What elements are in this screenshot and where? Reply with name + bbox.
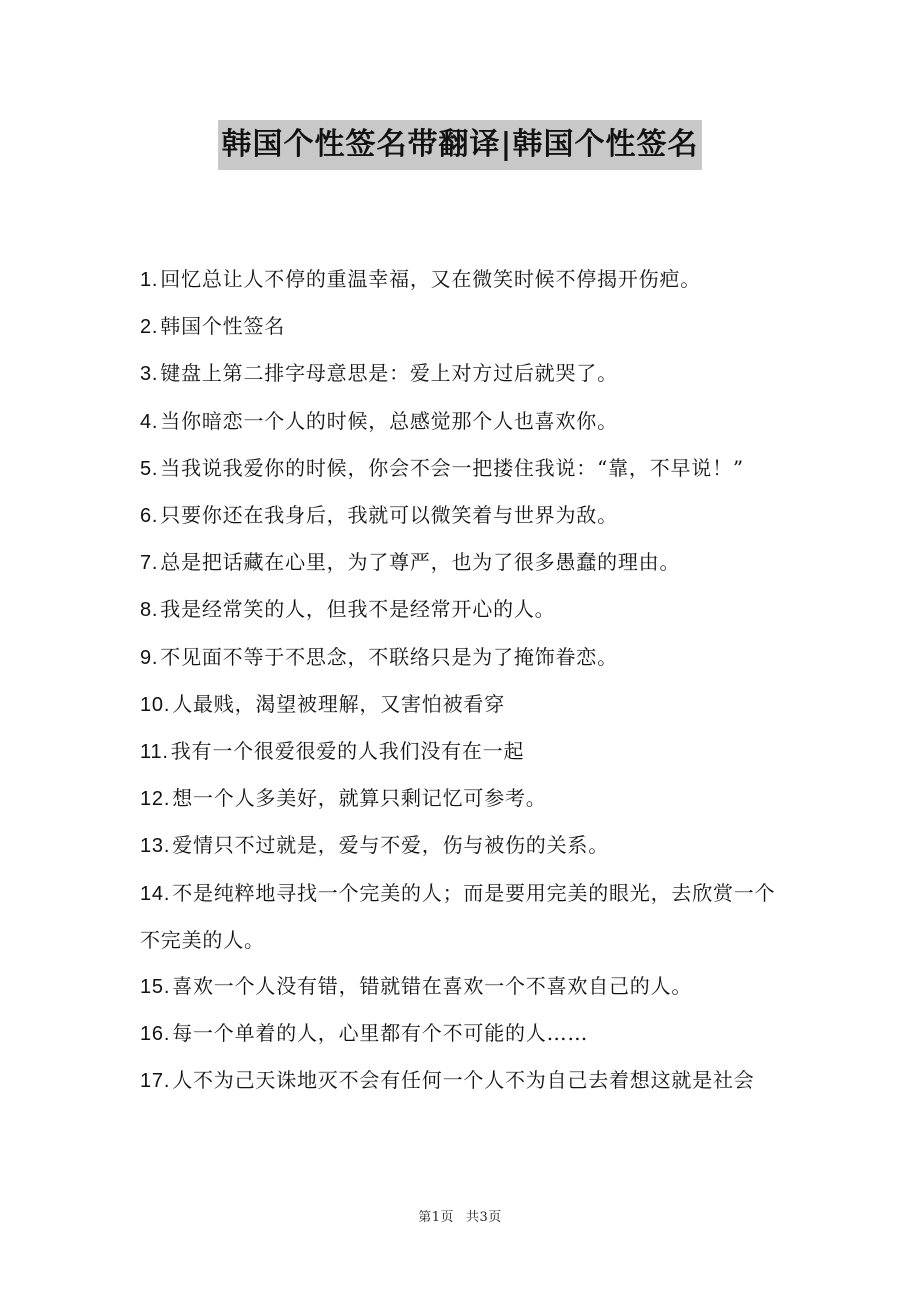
item-number: 17. [140,1070,171,1093]
item-number: 14. [140,882,171,905]
page-number: 第1页 [418,1210,454,1225]
list-item [140,586,780,633]
list-item [140,870,780,963]
list-item [140,634,780,681]
item-text: 我是经常笑的人，但我不是经常开心的人。 [160,597,556,622]
list-item [140,1057,780,1104]
item-text: 喜欢一个人没有错，错就错在喜欢一个不喜欢自己的人。 [172,974,693,999]
document-title: 韩国个性签名带翻译|韩国个性签名 [218,120,703,170]
item-text: 爱情只不过就是，爱与不爱，伤与被伤的关系。 [172,833,610,858]
list-item [140,822,780,869]
item-text: 我有一个很爱很爱的人我们没有在一起 [170,739,525,764]
item-number: 8. [140,599,159,622]
item-text: 回忆总让人不停的重温幸福，又在微笑时候不停揭开伤疤。 [160,267,702,291]
list-item [140,303,780,350]
signature-list [140,256,780,1105]
item-text: 不见面不等于不思念，不联络只是为了掩饰眷恋。 [160,644,618,669]
item-text: 每一个单着的人，心里都有个不可能的人…… [172,1021,589,1046]
list-item [140,728,780,775]
item-text: 韩国个性签名 [160,314,286,339]
item-number: 10. [140,693,171,716]
list-item [140,256,780,303]
item-number: 13. [140,835,171,858]
item-number: 1. [140,269,159,291]
item-text: 当我说我爱你的时候，你会不会一把搂住我说：“靠，不早说！” [160,455,744,480]
item-number: 5. [140,457,159,480]
list-item [140,775,780,822]
item-number: 9. [140,646,159,669]
page-footer [0,1206,920,1225]
item-text: 不是纯粹地寻找一个完美的人；而是要用完美的眼光，去欣赏一个不完美的人。 [140,880,776,952]
item-text: 当你暗恋一个人的时候，总感觉那个人也喜欢你。 [160,408,618,433]
item-number: 4. [140,410,159,433]
item-number: 12. [140,788,171,811]
item-text: 键盘上第二排字母意思是：爱上对方过后就哭了。 [160,361,618,386]
title-container [0,120,920,170]
item-text: 总是把话藏在心里，为了尊严，也为了很多愚蠢的理由。 [160,550,681,575]
list-item [140,963,780,1010]
item-number: 11. [140,741,169,764]
item-number: 3. [140,363,159,386]
item-number: 16. [140,1023,171,1046]
item-number: 7. [140,552,159,575]
list-item [140,398,780,445]
item-number: 15. [140,976,171,999]
item-number: 2. [140,316,159,339]
page-total: 共3页 [466,1210,502,1225]
item-text: 只要你还在我身后，我就可以微笑着与世界为敌。 [160,503,618,528]
list-item [140,1010,780,1057]
list-item [140,445,780,492]
item-text: 人不为己天诛地灭不会有任何一个人不为自己去着想这就是社会 [172,1068,755,1093]
item-number: 6. [140,505,159,528]
list-item [140,539,780,586]
item-text: 想一个人多美好，就算只剩记忆可参考。 [172,786,547,811]
list-item [140,350,780,397]
list-item [140,492,780,539]
list-item [140,681,780,728]
item-text: 人最贱，渴望被理解，又害怕被看穿 [172,691,506,716]
